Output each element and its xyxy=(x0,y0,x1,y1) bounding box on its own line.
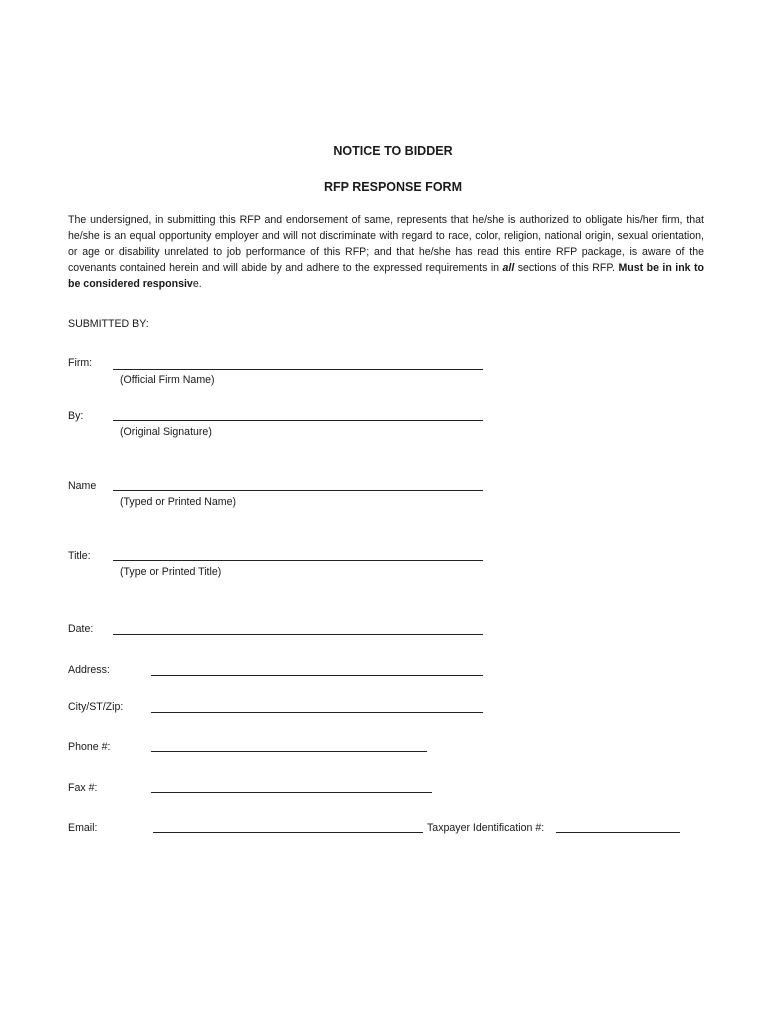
email-input-line[interactable] xyxy=(153,832,423,833)
phone-label: Phone #: xyxy=(68,741,111,753)
page-title: NOTICE TO BIDDER xyxy=(333,144,453,158)
intro-text: The undersigned, in submitting this RFP and endorsement of same, represents that he/she is authorized to obligate his/her firm, that he/she is an equal opportunity employer and will not discriminate with regard to race, color, religion, national origin, sexual orientation, or age or disability unrelated to job performance of this RFP; and that he/she has read this entire RFP package, is aware of the covenants contained herein and will abide by and adhere to the expressed requirements in xyxy=(68,214,704,274)
intro-paragraph xyxy=(68,212,704,292)
firm-input-line[interactable] xyxy=(113,369,483,370)
title-input-line[interactable] xyxy=(113,560,483,561)
city-label: City/ST/Zip: xyxy=(68,701,124,713)
title-caption: (Type or Printed Title) xyxy=(120,566,222,578)
firm-label: Firm: xyxy=(68,357,93,369)
firm-caption: (Official Firm Name) xyxy=(120,374,215,386)
name-caption: (Typed or Printed Name) xyxy=(120,496,236,508)
ink-requirement: Must be in ink to be considered responsiv xyxy=(68,262,704,290)
date-input-line[interactable] xyxy=(113,634,483,635)
signature-input-line[interactable] xyxy=(113,420,483,421)
address-label: Address: xyxy=(68,664,110,676)
phone-input-line[interactable] xyxy=(151,751,427,752)
fax-label: Fax #: xyxy=(68,782,98,794)
name-label: Name xyxy=(68,480,97,492)
fax-input-line[interactable] xyxy=(151,792,432,793)
date-label: Date: xyxy=(68,623,94,635)
by-label: By: xyxy=(68,410,84,422)
title-label: Title: xyxy=(68,550,91,562)
form-subtitle: RFP RESPONSE FORM xyxy=(324,180,462,194)
taxpayer-label: Taxpayer Identification #: xyxy=(427,822,545,834)
taxpayer-input-line[interactable] xyxy=(556,832,680,833)
intro-mid: sections of this RFP. xyxy=(514,262,619,274)
signature-caption: (Original Signature) xyxy=(120,426,212,438)
name-input-line[interactable] xyxy=(113,490,483,491)
emphasis-all: all xyxy=(502,262,515,274)
address-input-line[interactable] xyxy=(151,675,483,676)
city-input-line[interactable] xyxy=(151,712,483,713)
email-label: Email: xyxy=(68,822,98,834)
intro-end: e. xyxy=(192,278,202,290)
submitted-by-label: SUBMITTED BY: xyxy=(68,318,149,330)
